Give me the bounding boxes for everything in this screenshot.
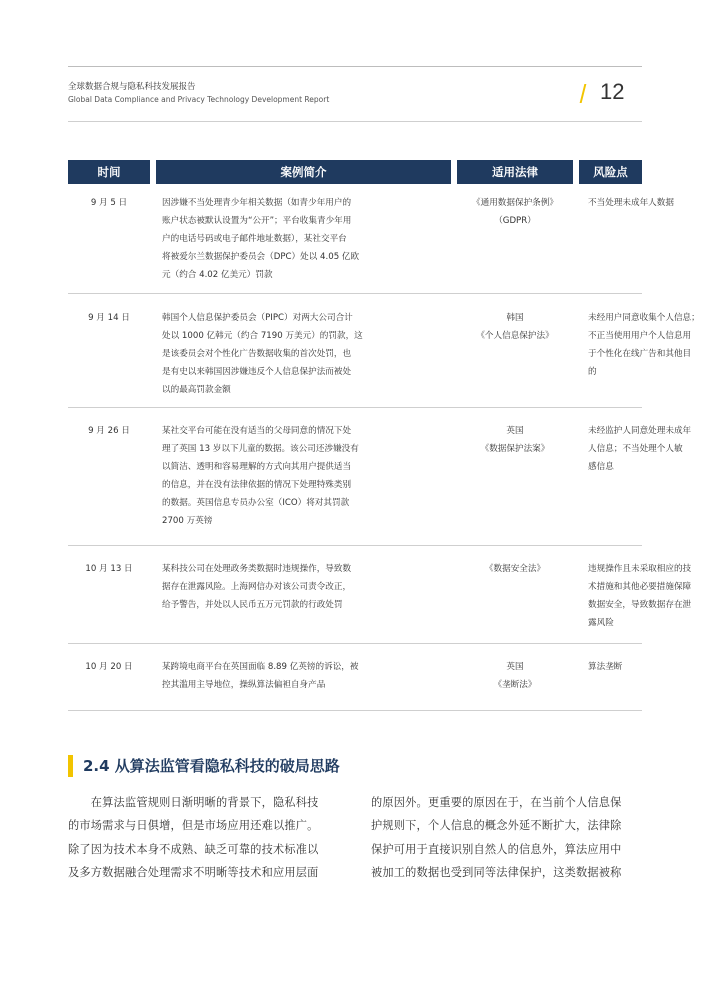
- cell-date: 9 月 5 日: [90, 198, 128, 208]
- cell-case-line: 账户状态被默认设置为“公开”；平台收集青少年用: [162, 216, 352, 226]
- cell-case: [162, 194, 392, 284]
- header-rule-top: [68, 66, 642, 67]
- cell-case-line: 以简洁、透明和容易理解的方式向其用户提供适当: [162, 462, 352, 472]
- cell-case-line: 以的最高罚款金额: [162, 385, 231, 395]
- cell-case: [162, 560, 392, 614]
- case-table: [68, 160, 700, 744]
- cell-risk: [588, 309, 708, 381]
- cell-law-line: 《数据保护法案》: [480, 444, 550, 454]
- cell-case-line: 某社交平台可能在没有适当的父母同意的情况下处: [162, 426, 352, 436]
- cell-risk: [588, 422, 708, 476]
- cell-law: [457, 309, 573, 345]
- cell-case-line: 将被爱尔兰数据保护委员会（DPC）处以 4.05 亿欧: [162, 252, 360, 262]
- cell-case-line: 某跨境电商平台在英国面临 8.89 亿英镑的诉讼，被: [162, 662, 359, 672]
- table-row: [68, 184, 674, 294]
- cell-law: [457, 194, 573, 230]
- cell-risk-line: 未经监护人同意处理未成年: [588, 426, 692, 436]
- body-line: 在算法监管规则日渐明晰的背景下，隐私科技: [68, 796, 319, 809]
- cell-law-line: 《数据安全法》: [484, 564, 546, 574]
- header-rule-bottom: [68, 121, 642, 122]
- cell-law-line: 《垄断法》: [493, 680, 537, 690]
- cell-case-line: 2700 万英镑: [162, 516, 213, 526]
- cell-date: 9 月 26 日: [88, 426, 130, 436]
- table-header: [68, 160, 642, 184]
- body-line: 护规则下，个人信息的概念外延不断扩大，法律除: [371, 819, 622, 833]
- cell-case-line: 给予警告，并处以人民币五万元罚款的行政处罚: [162, 600, 343, 610]
- cell-risk-line: 违规操作且未采取相应的技: [588, 564, 692, 574]
- cell-case-line: 控其滥用主导地位，操纵算法偏袒自身产品: [162, 680, 326, 690]
- table-body: [68, 184, 700, 744]
- cell-case-line: 的信息，并在没有法律依据的情况下处理特殊类别: [162, 480, 352, 490]
- th-case: 案例简介: [156, 160, 451, 184]
- cell-risk: [588, 658, 708, 676]
- body-text-left: [68, 791, 340, 885]
- cell-risk: [588, 194, 708, 212]
- cell-law: [457, 560, 573, 578]
- cell-risk-line: 不正当使用用户个人信息用: [588, 331, 692, 341]
- body-line: 被加工的数据也受到同等法律保护，这类数据被称: [371, 866, 622, 880]
- report-title-cn: 全球数据合规与隐私科技发展报告: [68, 82, 196, 92]
- cell-risk-line: 术措施和其他必要措施保障: [588, 582, 692, 592]
- cell-date: 10 月 13 日: [85, 564, 133, 574]
- report-title-en: Global Data Compliance and Privacy Technology Development Report: [68, 95, 330, 104]
- cell-risk-line: 于个性化在线广告和其他目: [588, 349, 692, 359]
- cell-case-line: 据存在泄露风险。上海网信办对该公司责令改正，: [162, 582, 352, 592]
- cell-risk-line: 露风险: [588, 618, 614, 628]
- body-line: 及多方数据融合处理需求不明晰等技术和应用层面: [68, 866, 319, 880]
- cell-risk: [588, 560, 708, 632]
- cell-case-line: 韩国个人信息保护委员会（PIPC）对两大公司合计: [162, 313, 353, 323]
- cell-risk-line: 算法垄断: [588, 662, 623, 672]
- table-row: [68, 412, 692, 546]
- table-row: [68, 550, 692, 644]
- cell-risk-line: 数据安全，导致数据存在泄: [588, 600, 692, 610]
- body-text-right: [371, 791, 643, 885]
- cell-risk-line: 的: [588, 367, 597, 377]
- cell-law-line: 英国: [506, 662, 524, 672]
- page-number: 12: [600, 79, 625, 104]
- cell-case-line: 的数据。英国信息专员办公室（ICO）将对其罚款: [162, 498, 350, 508]
- cell-case: [162, 422, 392, 530]
- cell-law: [457, 422, 573, 458]
- cell-risk-line: 未经用户同意收集个人信息；: [588, 313, 700, 323]
- th-time: 时间: [68, 160, 150, 184]
- cell-law-line: 《个人信息保护法》: [476, 331, 554, 341]
- th-risk: 风险点: [579, 160, 642, 184]
- section-accent-bar: [68, 755, 73, 777]
- body-line: 的原因外。更重要的原因在于，在当前个人信息保: [371, 796, 622, 809]
- cell-risk-line: 不当处理未成年人数据: [588, 198, 674, 208]
- cell-risk-line: 感信息: [588, 462, 614, 472]
- cell-case-line: 某科技公司在处理政务类数据时违规操作，导致数: [162, 564, 352, 574]
- cell-case-line: 户的电话号码或电子邮件地址数据），某社交平台: [162, 234, 347, 244]
- cell-case-line: 是有史以来韩国因涉嫌违反个人信息保护法而被处: [162, 367, 352, 377]
- cell-law-line: （GDPR）: [494, 216, 536, 226]
- cell-law-line: 《通用数据保护条例》: [472, 198, 558, 208]
- table-row: [68, 299, 700, 408]
- cell-case-line: 因涉嫌不当处理青少年相关数据（如青少年用户的: [162, 198, 352, 208]
- body-line: 的市场需求与日俱增，但是市场应用还难以推广。: [68, 819, 319, 833]
- cell-case: [162, 309, 392, 399]
- cell-case-line: 元（约合 4.02 亿美元）罚款: [162, 270, 273, 280]
- cell-law-line: 韩国: [506, 313, 524, 323]
- cell-case: [162, 658, 392, 694]
- cell-law-line: 英国: [506, 426, 524, 436]
- body-line: 保护可用于直接识别自然人的信息外，算法应用中: [371, 842, 622, 856]
- th-law: 适用法律: [457, 160, 573, 184]
- table-row: [68, 648, 642, 711]
- cell-date: 10 月 20 日: [85, 662, 133, 672]
- accent-slash: [580, 84, 587, 103]
- body-line: 除了因为技术本身不成熟、缺乏可靠的技术标准以: [68, 842, 319, 856]
- cell-case-line: 理了英国 13 岁以下儿童的数据。该公司还涉嫌没有: [162, 444, 359, 454]
- cell-case-line: 处以 1000 亿韩元（约合 7190 万美元）的罚款，这: [162, 331, 363, 341]
- cell-risk-line: 人信息；不当处理个人敏: [588, 444, 683, 454]
- section-title: 2.4 从算法监管看隐私科技的破局思路: [83, 757, 340, 775]
- cell-date: 9 月 14 日: [88, 313, 130, 323]
- cell-law: [457, 658, 573, 694]
- cell-case-line: 是该委员会对个性化广告数据收集的首次处罚，也: [162, 349, 352, 359]
